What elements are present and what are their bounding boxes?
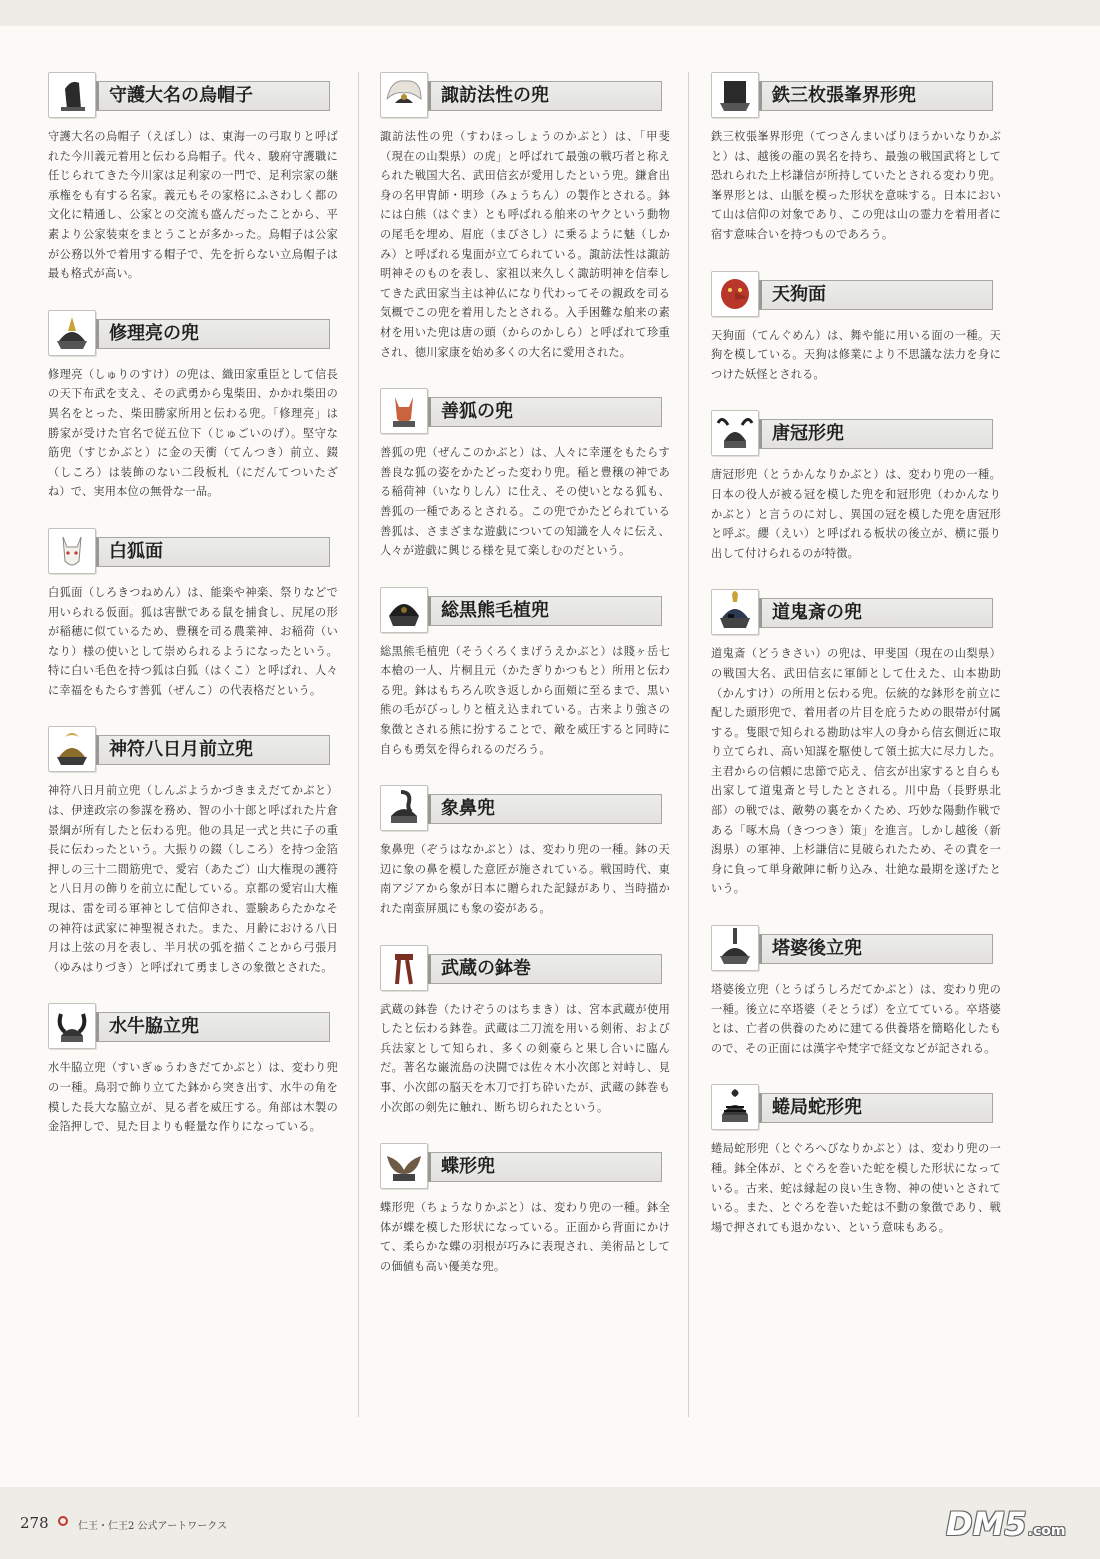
entry-title: 修理亮の兜 bbox=[96, 319, 330, 349]
entry-header bbox=[380, 1143, 670, 1193]
entry-description: 武蔵の鉢巻（たけぞうのはちまき）は、宮本武蔵が使用したと伝わる鉢巻。武蔵は二刀流を用いる剣術、および兵法家として知られ、多くの剣豪らと果し合いに臨んだ。著名な巌流島の決闘では佐々木小次郎と対峙し、見事、小次郎の脳天を木刀で打ち砕いたが、武蔵の鉢巻も小次郎の剣先に触れ、断ち切られたという。 bbox=[380, 1002, 670, 1114]
entry-tengu bbox=[711, 271, 1001, 385]
entry-title: 総黒熊毛植兜 bbox=[428, 596, 662, 626]
chonari-helmet-icon bbox=[380, 1143, 428, 1189]
entry-zenko bbox=[380, 388, 670, 561]
entry-header bbox=[48, 72, 338, 122]
entry-title: 塔婆後立兜 bbox=[759, 934, 993, 964]
entry-header bbox=[711, 410, 1001, 460]
page-top-band bbox=[0, 0, 1100, 26]
entry-description: 塔婆後立兜（とうばうしろだてかぶと）は、変わり兜の一種。後立に卒塔婆（そとうば）を立てている。卒塔婆とは、亡者の供養のために建てる供養塔を簡略化したもので、その正面には漢字や梵字で経文などが記される。 bbox=[711, 983, 1001, 1055]
entry-title: 守護大名の烏帽子 bbox=[96, 81, 330, 111]
entry-header bbox=[380, 587, 670, 637]
entry-title: 白狐面 bbox=[96, 537, 330, 567]
tokan-helmet-icon bbox=[711, 410, 759, 456]
entry-description: 象鼻兜（ぞうはなかぶと）は、変わり兜の一種。鉢の天辺に象の鼻を模した意匠が施されている。戦国時代、東南アジアから象が日本に贈られた記録があり、当時描かれた南蛮屏風にも象の姿がある。 bbox=[380, 843, 670, 916]
entry-title: 鉄三枚張峯界形兜 bbox=[759, 81, 993, 111]
entry-header bbox=[48, 726, 338, 776]
entry-description: 守護大名の烏帽子（えぼし）は、東海一の弓取りと呼ばれた今川義元着用と伝わる烏帽子。代々、駿府守護職に任じられてきた今川家は足利家の一門で、足利宗家の継承権をも有する名家。義元もその家格にふさわしく都の文化に精通し、公家との交流も盛んだったことから、平素より公家装束をまとうことが多かった。烏帽子は公家が公務以外で着用する帽子で、先を折らない立烏帽子は最も格式が高い。 bbox=[48, 130, 338, 281]
entry-title: 蝶形兜 bbox=[428, 1152, 662, 1182]
column-left bbox=[48, 72, 338, 1163]
entry-description: 白狐面（しろきつねめん）は、能楽や神楽、祭りなどで用いられる仮面。狐は害獣である鼠を捕食し、尻尾の形が稲穂に似ているため、豊穣を司る農業神、お稲荷（いなり）様の使いとして崇められるようになったという。特に白い毛色を持つ狐は白狐（はくこ）と呼ばれ、人々に幸福をもたらす善狐（ぜんこ）の代表格だという。 bbox=[48, 585, 338, 697]
hachimaki-helmet-icon bbox=[380, 945, 428, 991]
tetsu-helmet-icon bbox=[711, 72, 759, 118]
entry-header bbox=[48, 310, 338, 360]
entry-header bbox=[380, 945, 670, 995]
entry-header bbox=[380, 785, 670, 835]
shinpu-helmet-icon bbox=[48, 726, 96, 772]
entry-title: 水牛脇立兜 bbox=[96, 1012, 330, 1042]
entry-shinpu bbox=[48, 726, 338, 977]
entry-header bbox=[711, 271, 1001, 321]
entry-description: 唐冠形兜（とうかんなりかぶと）は、変わり兜の一種。日本の役人が被る冠を模した兜を和冠形兜（わかんなりかぶと）と言うのに対し、異国の冠を模した兜を唐冠形と呼ぶ。纓（えい）と呼ばれる板状の後立が、横に張り出して付けられるのが特徴。 bbox=[711, 468, 1001, 560]
entry-title: 唐冠形兜 bbox=[759, 419, 993, 449]
entry-description: 神符八日月前立兜（しんぷようかづきまえだてかぶと）は、伊達政宗の参謀を務め、智の小十郎と呼ばれた片倉景綱が所有したと伝わる兜。他の具足一式と共に子の重長に伝わったという。大振りの錣（しころ）を持つ金箔押しの三十二間筋兜で、愛宕（あたご）山大権現の護符と八日月の飾りを前立に配している。京都の愛宕山大権現は、雷を司る軍神として信仰され、霊験あらたかなその神符は武家に神聖視された。また、月齢における八日月は上弦の月を表し、半月状の弧を描くことから弓張月（ゆみはりづき）と呼ばれて勇ましさの象徴とされた。 bbox=[48, 784, 338, 974]
suigyu-helmet-icon bbox=[48, 1003, 96, 1049]
dokisai-helmet-icon bbox=[711, 589, 759, 635]
entry-toguro bbox=[711, 1084, 1001, 1237]
book-title: 仁王・仁王2 公式アートワークス bbox=[78, 1521, 228, 1532]
site-watermark bbox=[946, 1505, 1086, 1549]
tengu-helmet-icon bbox=[711, 271, 759, 317]
entry-title: 象鼻兜 bbox=[428, 794, 662, 824]
sokuro-helmet-icon bbox=[380, 587, 428, 633]
entry-description: 総黒熊毛植兜（そうくろくまげうえかぶと）は賤ヶ岳七本槍の一人、片桐且元（かたぎりかつもと）所用と伝わる兜。鉢はもちろん吹き返しから面頬に至るまで、黒い熊の毛がびっしりと植え込まれている。古来より強さの象徴とされる熊に扮することで、敵を威圧すると同時に自らも勇気を得られるのだろう。 bbox=[380, 644, 670, 756]
entry-header bbox=[711, 925, 1001, 975]
toba-helmet-icon bbox=[711, 925, 759, 971]
entry-description: 蝶形兜（ちょうなりかぶと）は、変わり兜の一種。鉢全体が蝶を模した形状になっている。正面から背面にかけて、柔らかな蝶の羽根が巧みに表現され、美術品としての価値も高い優美な兜。 bbox=[380, 1201, 670, 1273]
entry-header bbox=[48, 1003, 338, 1053]
entry-description: 修理亮（しゅりのすけ）の兜は、織田家重臣として信長の天下布武を支え、その武勇から鬼柴田、かかれ柴田の異名をとった、柴田勝家所用と伝わる兜。「修理亮」は勝家が受けた官名で従五位下（じゅごいのげ）。堅守な筋兜（すじかぶと）に金の天衝（てんつき）前立、錣（しころ）は装飾のない二段板札（にだんてついたざね）で、実用本位の無骨な一品。 bbox=[48, 367, 338, 499]
entry-title: 神符八日月前立兜 bbox=[96, 735, 330, 765]
suwa-helmet-icon bbox=[380, 72, 428, 118]
entry-byakko bbox=[48, 528, 338, 701]
entry-suwa bbox=[380, 72, 670, 362]
entry-dokisai bbox=[711, 589, 1001, 899]
entry-shuri bbox=[48, 310, 338, 502]
entry-title: 蜷局蛇形兜 bbox=[759, 1093, 993, 1123]
entry-hachimaki bbox=[380, 945, 670, 1118]
entry-tokan bbox=[711, 410, 1001, 563]
page-number: 278 bbox=[20, 1514, 49, 1532]
entry-description: 蜷局蛇形兜（とぐろへびなりかぶと）は、変わり兜の一種。鉢全体が、とぐろを巻いた蛇を模した形状になっている。古来、蛇は縁起の良い生き物、神の使いとされている。また、とぐろを巻いた蛇は不動の象徴であり、戦場で押されても退かない、という意味もある。 bbox=[711, 1142, 1001, 1234]
entry-suigyu bbox=[48, 1003, 338, 1136]
entry-toba bbox=[711, 925, 1001, 1058]
entry-chonari bbox=[380, 1143, 670, 1276]
zenko-helmet-icon bbox=[380, 388, 428, 434]
eboshi-helmet-icon bbox=[48, 72, 96, 118]
entry-title: 天狗面 bbox=[759, 280, 993, 310]
entry-title: 善狐の兜 bbox=[428, 397, 662, 427]
entry-header bbox=[711, 1084, 1001, 1134]
entry-title: 道鬼斎の兜 bbox=[759, 598, 993, 628]
entry-title: 武蔵の鉢巻 bbox=[428, 954, 662, 984]
entry-sokuro bbox=[380, 587, 670, 760]
circle-mark-icon bbox=[58, 1516, 68, 1526]
column-right bbox=[711, 72, 1001, 1263]
column-divider bbox=[688, 72, 689, 1417]
entry-zobi bbox=[380, 785, 670, 918]
entry-header bbox=[380, 72, 670, 122]
watermark-domain: .com bbox=[1027, 1523, 1066, 1539]
entry-eboshi bbox=[48, 72, 338, 284]
entry-description: 天狗面（てんぐめん）は、舞や能に用いる面の一種。天狗を模している。天狗は修業により不思議な法力を身につけた妖怪とされる。 bbox=[711, 328, 1001, 381]
entry-tetsu bbox=[711, 72, 1001, 245]
entry-description: 道鬼斎（どうきさい）の兜は、甲斐国（現在の山梨県）の戦国大名、武田信玄に軍師として仕えた、山本勘助（かんすけ）の所用と伝わる兜。伝統的な鉢形を前立に配した頭形兜で、着用者の片目を庇うための眼帯が付属する。隻眼で知られる勘助は牢人の身から信玄側近に取り立てられ、高い知謀を駆使して領土拡大に尽力した。主君からの信頼に忠節で応え、信玄が出家すると自らも出家して道鬼斎と号したとされる。川中島（長野県北部）の戦では、敵勢の裏をかくため、巧妙な陽動作戦である「啄木鳥（きつつき）策」を進言。しかし越後（新潟県）の軍神、上杉謙信に見破られたため、その責を一身に負って単身敵陣に斬り込み、壮絶な最期を遂げたという。 bbox=[711, 647, 1001, 896]
watermark-logo: DM5 bbox=[946, 1505, 1027, 1543]
entry-description: 諏訪法性の兜（すわほっしょうのかぶと）は、「甲斐（現在の山梨県）の虎」と呼ばれて最強の戦巧者と称えられた戦国大名、武田信玄が愛用したという兜。鎌倉出身の名甲冑師・明珍（みょうちん）の製作とされる。鉢には白熊（はぐま）とも呼ばれる舶来のヤクという動物の尾毛を埋め、眉庇（まびさし）に乗るように魅（しかみ）と呼ばれる鬼面が立てられている。諏訪法性は諏訪明神そのものを表し、家祖以来久しく諏訪明神を信奉してきた武田家当主は神仏になり代わってその親政を司る気概でこの兜を着用したとされる。入手困難な舶来の素材を用いた兜は唐の頭（からのかしら）と呼ばれて珍重され、徳川家康を始め多くの大名に愛用された。 bbox=[380, 130, 670, 359]
entry-header bbox=[711, 589, 1001, 639]
entry-title: 諏訪法性の兜 bbox=[428, 81, 662, 111]
entry-header bbox=[48, 528, 338, 578]
entry-header bbox=[380, 388, 670, 438]
zobi-helmet-icon bbox=[380, 785, 428, 831]
entry-header bbox=[711, 72, 1001, 122]
toguro-helmet-icon bbox=[711, 1084, 759, 1130]
entry-description: 水牛脇立兜（すいぎゅうわきだてかぶと）は、変わり兜の一種。鳥羽で飾り立てた鉢から突き出す、水牛の角を模した長大な脇立が、見る者を威圧する。角部は木製の金箔押しで、見た目よりも軽量な作りになっている。 bbox=[48, 1061, 338, 1134]
column-middle bbox=[380, 72, 670, 1303]
entry-description: 善狐の兜（ぜんこのかぶと）は、人々に幸運をもたらす善良な狐の姿をかたどった変わり兜。稲と豊穣の神である稲荷神（いなりしん）に仕え、その使いとなる狐も、善狐の一種であるとされる。この兜でかたどられている善狐は、さまざまな遊戯についての知識を人々に伝え、人々が遊戯に興じる様を見て楽しむのだという。 bbox=[380, 446, 670, 558]
column-divider bbox=[358, 72, 359, 1417]
shuri-helmet-icon bbox=[48, 310, 96, 356]
entry-description: 鉄三枚張峯界形兜（てつさんまいばりほうかいなりかぶと）は、越後の龍の異名を持ち、最強の戦国武将として恐れられた上杉謙信が所持していたとされる変わり兜。峯界形とは、山脈を模った形状を意味する。日本において山は信仰の対象であり、この兜は山の霊力を着用者に宿す意味合いを持つものであろう。 bbox=[711, 130, 1001, 241]
byakko-helmet-icon bbox=[48, 528, 96, 574]
